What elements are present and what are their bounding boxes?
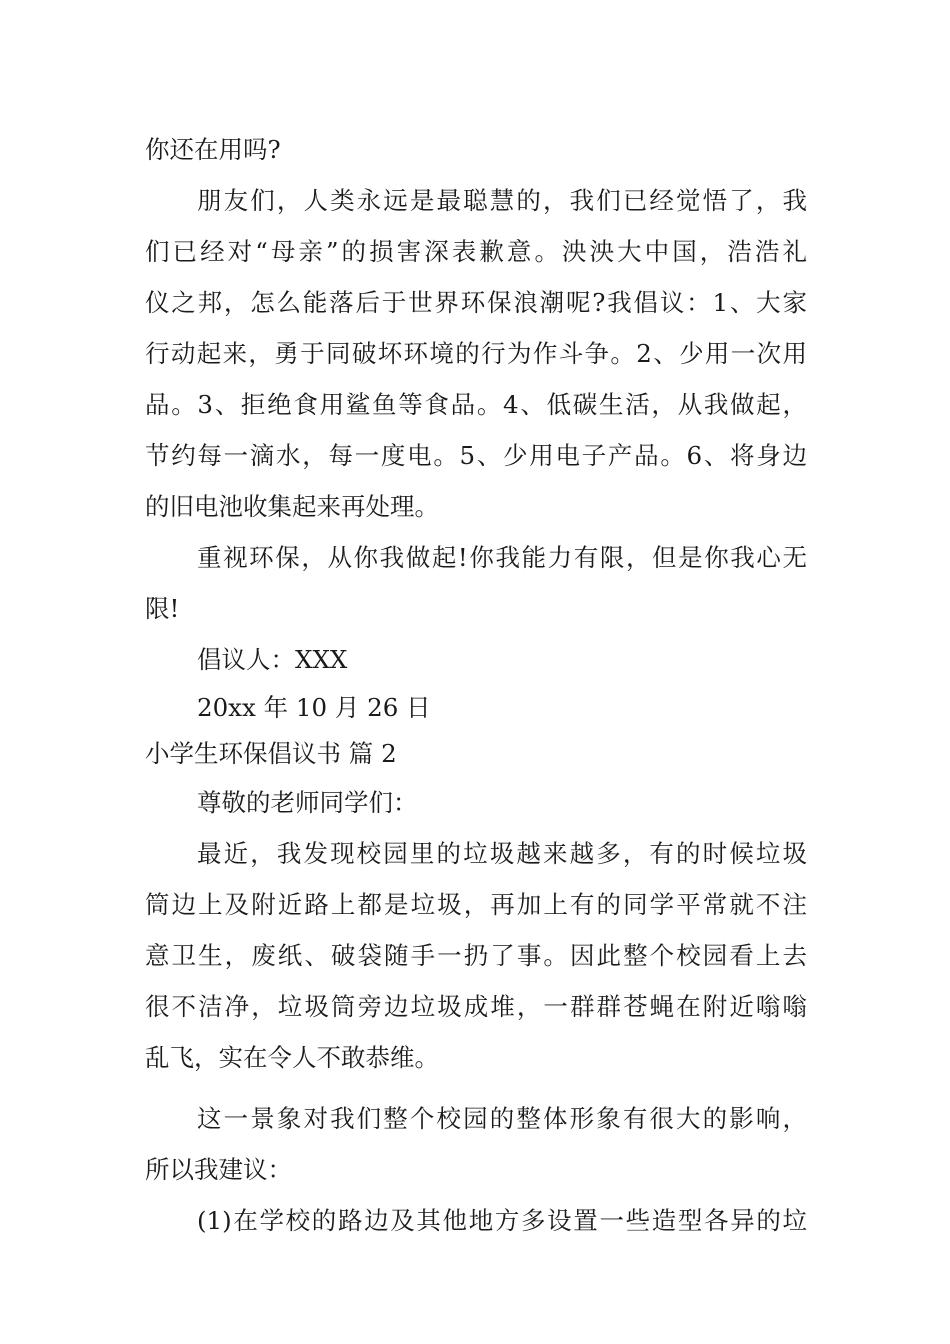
paragraph-gap — [145, 1083, 807, 1093]
paragraph-line: 品。3、拒绝食用鲨鱼等食品。4、低碳生活，从我做起， — [145, 390, 807, 419]
paragraph-line: 这一景象对我们整个校园的整体形象有很大的影响， — [197, 1104, 807, 1133]
paragraph-line: 行动起来，勇于同破坏环境的行为作斗争。2、少用一次用 — [145, 339, 807, 368]
salutation: 尊敬的老师同学们： — [197, 788, 418, 817]
section-heading: 小学生环保倡议书 篇 2 — [145, 739, 397, 768]
paragraph-line: 你还在用吗? — [145, 135, 281, 164]
paragraph-line: 仪之邦，怎么能落后于世界环保浪潮呢?我倡议：1、大家 — [145, 288, 807, 317]
paragraph-line: 重视环保，从你我做起!你我能力有限，但是你我心无 — [197, 543, 807, 572]
paragraph-line: 限! — [145, 594, 180, 623]
date-line: 20xx 年 10 月 26 日 — [197, 693, 431, 722]
paragraph-line: 的旧电池收集起来再处理。 — [145, 492, 439, 521]
document-page — [145, 124, 807, 1246]
paragraph-line: 节约每一滴水，每一度电。5、少用电子产品。6、将身边 — [145, 441, 807, 470]
paragraph-line: 很不洁净，垃圾筒旁边垃圾成堆，一群群苍蝇在附近嗡嗡 — [145, 992, 807, 1021]
paragraph-line: 意卫生，废纸、破袋随手一扔了事。因此整个校园看上去 — [145, 941, 807, 970]
paragraph-line: 最近，我发现校园里的垃圾越来越多，有的时候垃圾 — [197, 839, 807, 868]
paragraph-line: 筒边上及附近路上都是垃圾，再加上有的同学平常就不注 — [145, 890, 807, 919]
list-item-line: (1)在学校的路边及其他地方多设置一些造型各异的垃 — [197, 1206, 807, 1235]
paragraph-line: 所以我建议： — [145, 1155, 292, 1184]
paragraph-line: 们已经对“母亲”的损害深表歉意。泱泱大中国，浩浩礼 — [145, 237, 807, 266]
paragraph-line: 乱飞，实在令人不敢恭维。 — [145, 1043, 439, 1072]
paragraph-line: 朋友们，人类永远是最聪慧的，我们已经觉悟了，我 — [197, 186, 807, 215]
proposer-signature: 倡议人：XXX — [197, 645, 348, 674]
